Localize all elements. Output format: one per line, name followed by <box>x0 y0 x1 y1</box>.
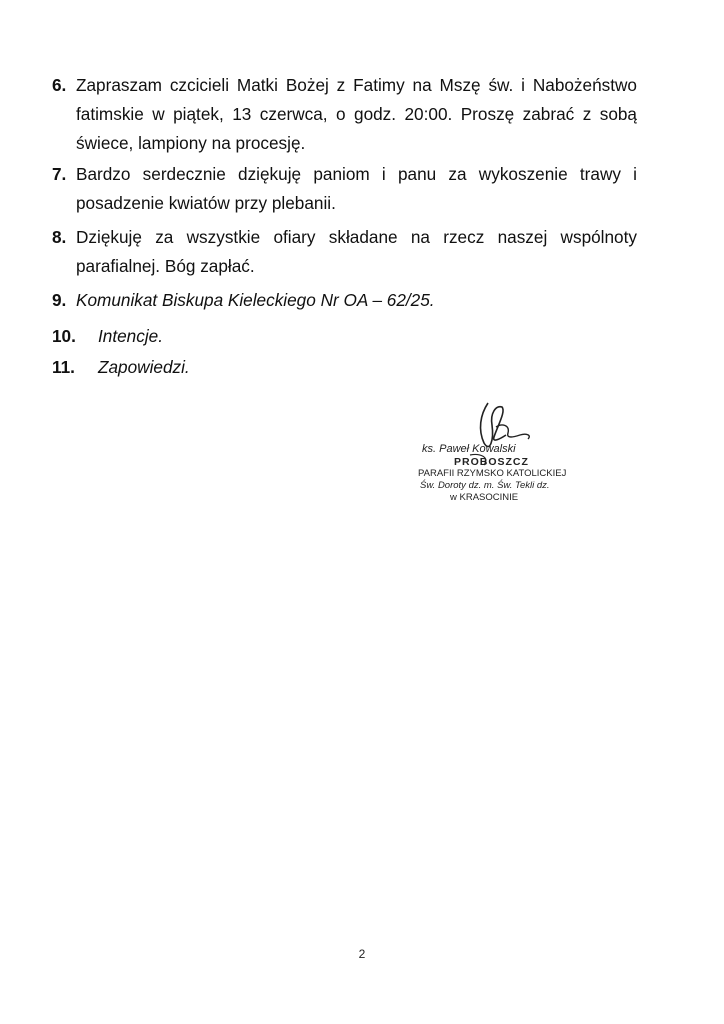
page-number: 2 <box>358 947 366 961</box>
item-number: 11. <box>52 357 75 377</box>
stamp-title: PROBOSZCZ <box>454 456 529 468</box>
item-number: 8. <box>52 227 67 247</box>
stamp-name: ks. Paweł Kowalski <box>422 443 516 455</box>
item-number: 6. <box>52 75 67 95</box>
list-item-6 <box>52 71 637 158</box>
list-item-8 <box>52 223 637 281</box>
item-number: 9. <box>52 290 67 310</box>
item-text: Zapowiedzi. <box>98 357 190 377</box>
stamp-line-1: PARAFII RZYMSKO KATOLICKIEJ <box>418 468 567 479</box>
list-item-11 <box>52 353 637 382</box>
stamp-line-2: Św. Doroty dz. m. Św. Tekli dz. <box>420 480 550 491</box>
item-text: Intencje. <box>98 326 163 346</box>
item-number: 7. <box>52 164 67 184</box>
item-text: Komunikat Biskupa Kieleckiego Nr OA – 62/25. <box>76 290 435 310</box>
list-item-9 <box>52 286 637 315</box>
stamp-line-3: w KRASOCINIE <box>450 492 519 503</box>
parish-stamp <box>410 395 580 515</box>
list-item-7 <box>52 160 637 218</box>
item-text: Dziękuję za wszystkie ofiary składane na rzecz naszej wspólnoty parafialnej. Bóg zapłać. <box>76 227 637 276</box>
item-text: Zapraszam czcicieli Matki Bożej z Fatimy na Mszę św. i Nabożeństwo fatimskie w piątek, 13 czerwca, o godz. 20:00. Proszę zabrać z sobą świece, lampiony na procesję. <box>76 75 637 153</box>
list-item-10 <box>52 322 637 351</box>
item-text: Bardzo serdecznie dziękuję paniom i panu za wykoszenie trawy i posadzenie kwiatów przy plebanii. <box>76 164 637 213</box>
item-number: 10. <box>52 326 76 346</box>
